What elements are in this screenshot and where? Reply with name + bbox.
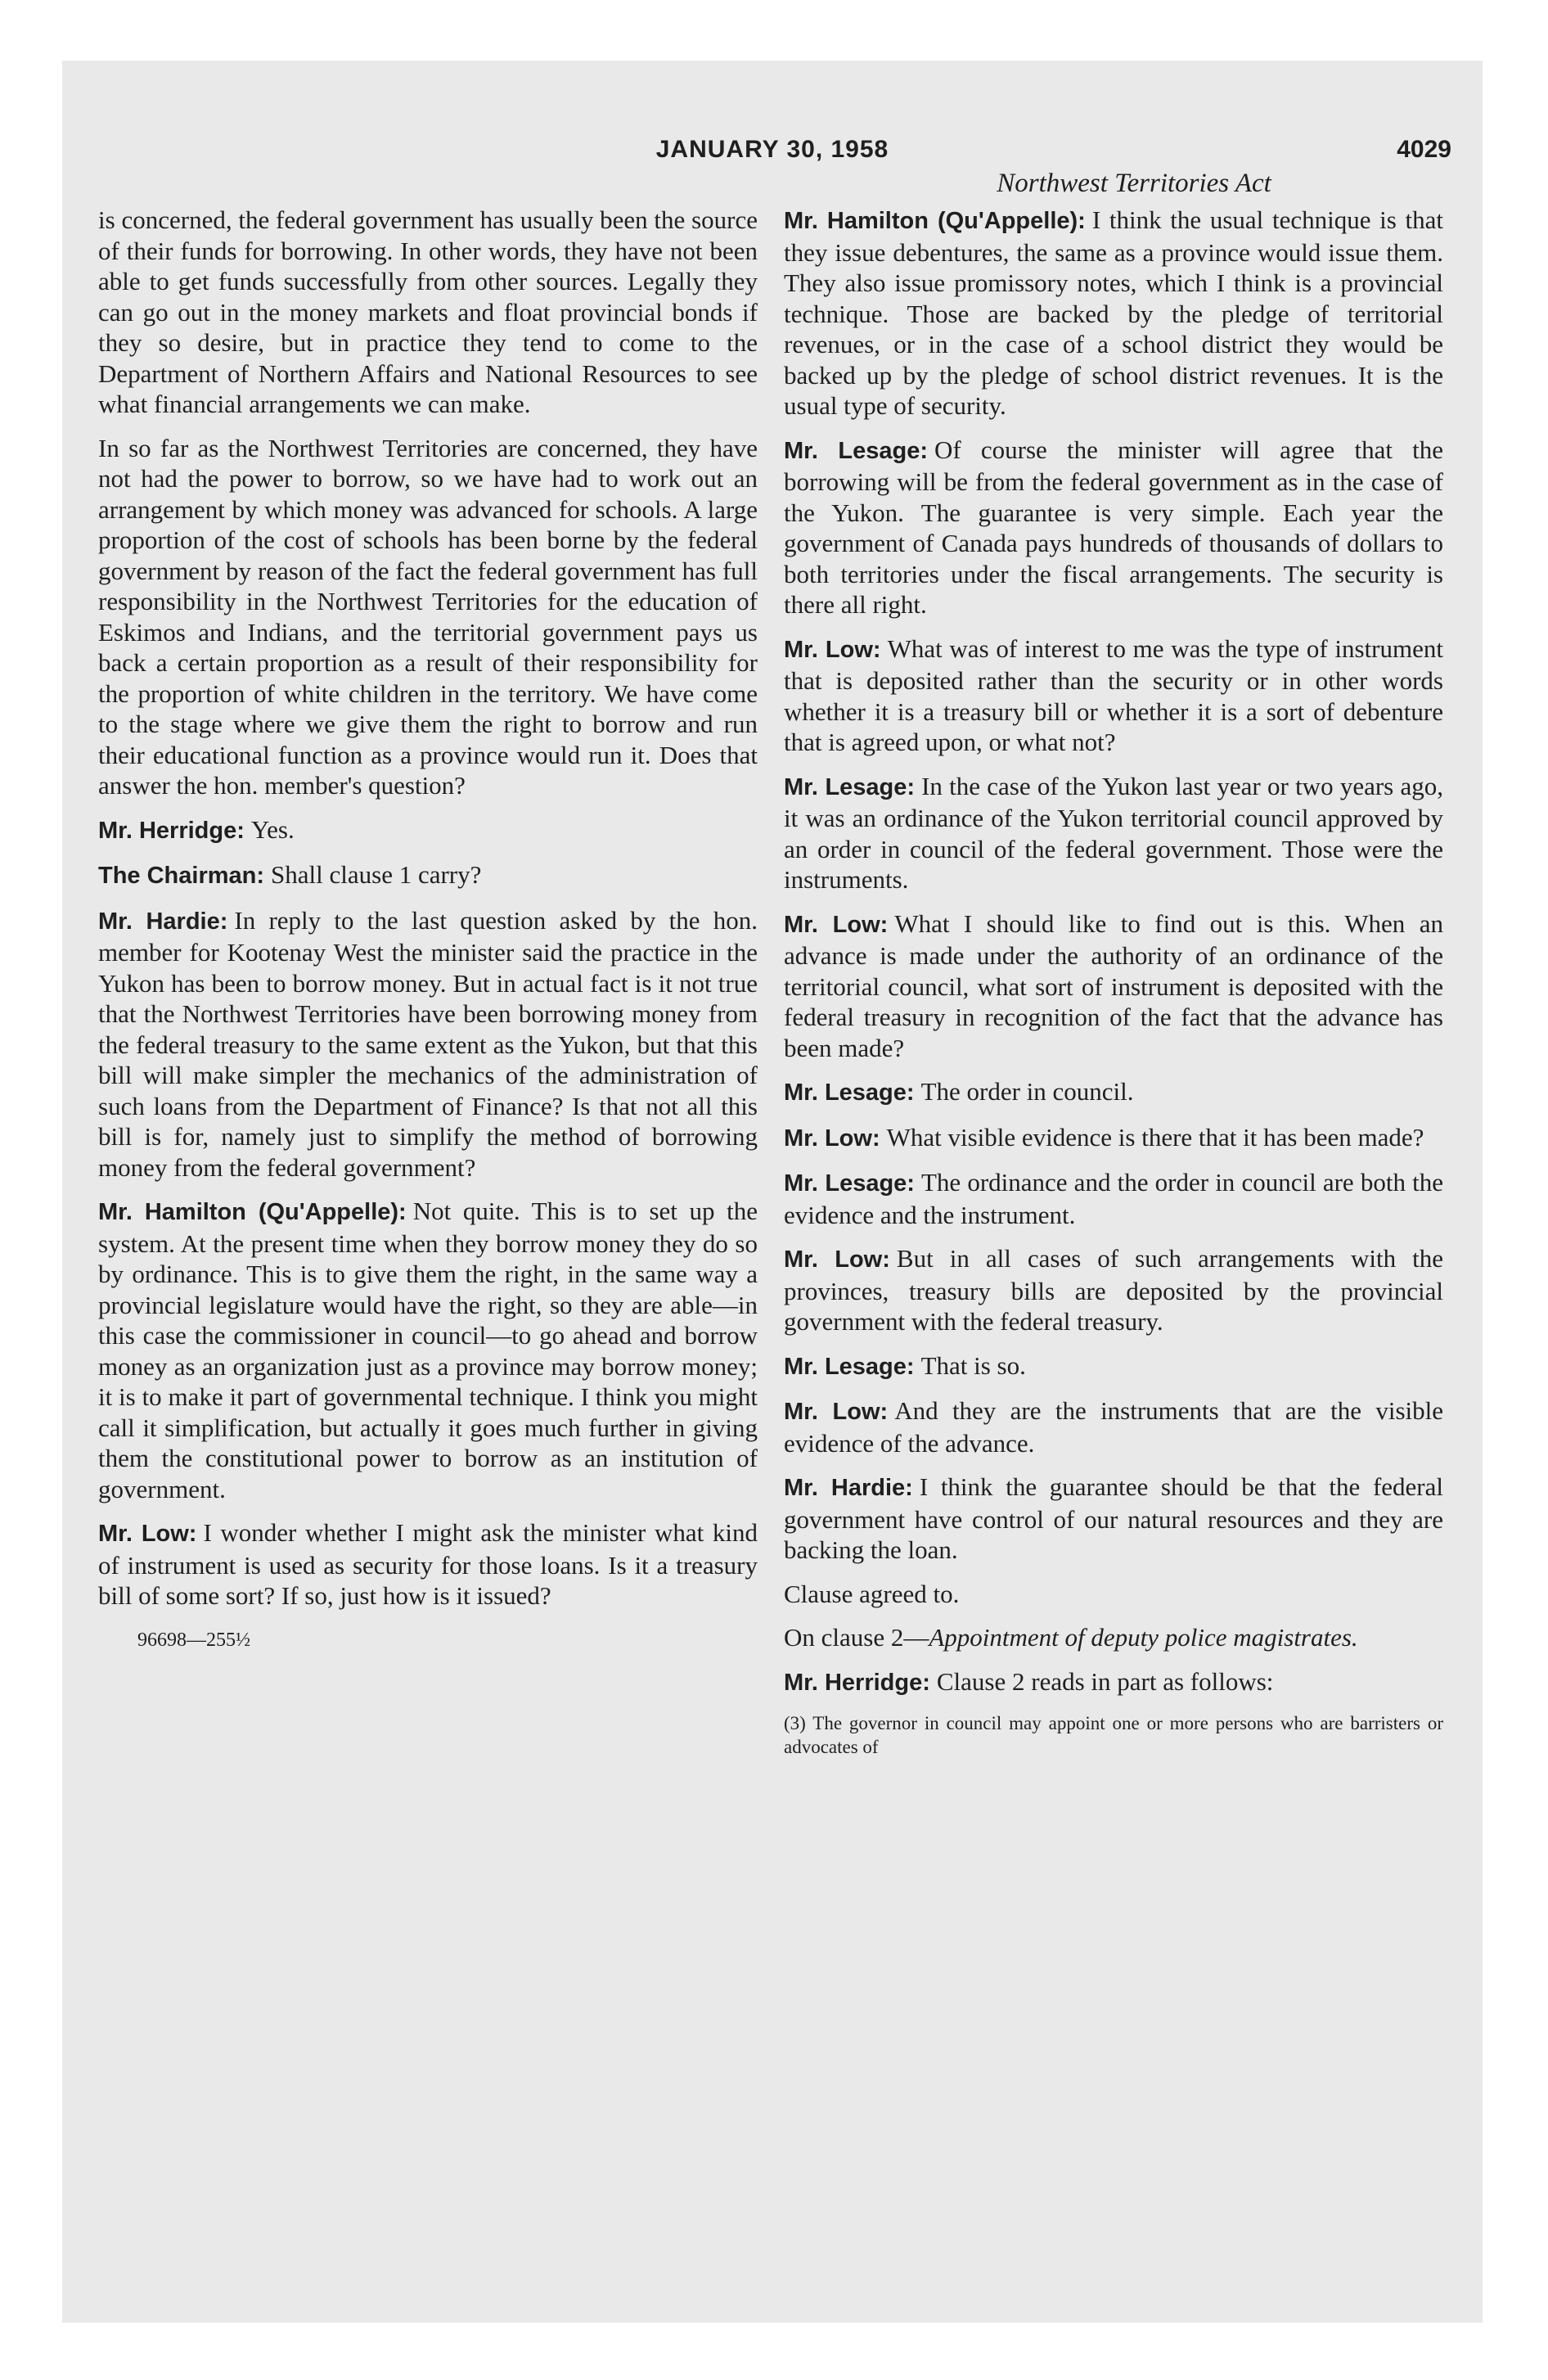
speaker-label: Mr. Low:: [784, 1125, 880, 1152]
paragraph-lesage-4: [784, 1167, 1443, 1230]
paragraph-lesage-3: [784, 1076, 1443, 1109]
speaker-label: Mr. Lesage:: [784, 773, 916, 800]
paragraph-low-2: [784, 908, 1443, 1064]
speech-text: Yes.: [250, 814, 295, 844]
clause-prefix: On clause 2—: [784, 1623, 929, 1652]
speaker-label: Mr. Hamilton (Qu'Appelle):: [98, 1199, 407, 1225]
speech-text: The ordinance and the order in council are both the evidence and the instrument.: [784, 1168, 1443, 1229]
speech-text: The order in council.: [920, 1077, 1134, 1106]
speech-text: Shall clause 1 carry?: [271, 860, 482, 889]
speech-text: But in all cases of such arrangements with the provinces, treasury bills are deposited by the provincial government with the federal treasury.: [784, 1244, 1443, 1336]
paragraph-lesage-5: [784, 1350, 1443, 1383]
speech-text: What I should like to find out is this. When an advance is made under the authority of an ordinance of the territorial council, what sort of instrument is deposited with the federal treasury in recognition of the fact that the advance has been made?: [784, 908, 1443, 1062]
speaker-label: Mr. Hardie:: [784, 1475, 913, 1501]
paragraph-low-4: [784, 1243, 1443, 1337]
paragraph-low-1: [784, 633, 1443, 758]
paragraph-lesage-1: [784, 435, 1443, 620]
right-column: [784, 205, 1443, 1759]
speech-text: I think the guarantee should be that the federal government have control of our natural resources and they are backing the loan.: [784, 1472, 1443, 1564]
paragraph-clause-2: [784, 1622, 1443, 1653]
speaker-label: Mr. Low:: [98, 1521, 197, 1547]
page-date-header: JANUARY 30, 1958: [655, 136, 889, 163]
speech-text: In reply to the last question asked by the hon. member for Kootenay West the minister said the practice in the Yukon has been to borrow money. But in actual fact is it not true that the Northwest Territories have been borrowing money from the federal treasury to the same extent as the Yukon, but that this bill will make simpler the mechanics of the administration of such loans from the Department of Finance? Is that not all this bill is for, namely just to simplify the method of borrowing money from the federal government?: [98, 905, 758, 1182]
paragraph-hamilton: [98, 1196, 758, 1504]
quoted-clause-text: (3) The governor in council may appoint one or more persons who are barristers or advocates of: [784, 1713, 1443, 1757]
page-header: [62, 136, 1483, 169]
paragraph-2: In so far as the Northwest Territories are concerned, they have not had the power to borrow, so we have had to work out an arrangement by which money was advanced for schools. A large proportion of the cost of schools has been borne by the federal government by reason of the fact the federal government has full responsibility in the Northwest Territories for the education of Eskimos and Indians, and the territorial government pays us back a certain proportion as a result of their responsibility for the proportion of white children in the territory. We have come to the stage where we give them the right to borrow and run their educational function as a province would run it. Does that answer the hon. member's question?: [98, 433, 758, 800]
paragraph-hamilton-answer: [784, 205, 1443, 421]
paragraph-low-5: [784, 1395, 1443, 1458]
speaker-label: Mr. Low:: [784, 911, 889, 938]
paragraph-herridge-2: [784, 1666, 1443, 1699]
paragraph-hardie-2: [784, 1472, 1443, 1566]
speaker-label: Mr. Herridge:: [98, 817, 245, 844]
speech-text: I wonder whether I might ask the minister what kind of instrument is used as security for those loans. Is it a treasury bill of some sort? If so, just how is it issued?: [98, 1518, 758, 1610]
document-page: [62, 61, 1483, 2323]
paragraph-lesage-2: [784, 771, 1443, 895]
speech-text: Of course the minister will agree that the borrowing will be from the federal government as in the case of the Yukon. The guarantee is very simple. Each year the government of Canada pays hundreds of thousands of dollars to both territories under the fiscal arrangements. The security is there all right.: [784, 435, 1443, 619]
paragraph-hardie: [98, 905, 758, 1183]
speaker-label: Mr. Herridge:: [784, 1669, 930, 1696]
speaker-label: Mr. Lesage:: [784, 1353, 915, 1380]
clause-title: Appointment of deputy police magistrates.: [929, 1623, 1358, 1652]
speaker-label: Mr. Hamilton (Qu'Appelle):: [784, 208, 1086, 234]
printer-code: 96698—255½: [137, 1629, 250, 1651]
speaker-label: Mr. Lesage:: [784, 437, 928, 464]
speech-text: In the case of the Yukon last year or two years ago, it was an ordinance of the Yukon territorial council approved by an order in council of the federal government. Those were the instruments.: [784, 771, 1443, 894]
left-column: [98, 205, 758, 1652]
speech-text: Not quite. This is to set up the system. At the present time when they borrow money they do so by ordinance. This is to give them the right, in the same way a provincial legislature would have the right, so they are able—in this case the commissioner in council—to go ahead and borrow money as an organization just as a province may borrow money; it is to make it part of governmental technique. I think you might call it simplification, but actually it goes much further in giving them the constitutional power to borrow as an institution of government.: [98, 1197, 758, 1503]
speech-text: That is so.: [920, 1350, 1026, 1380]
paragraph-1: is concerned, the federal government has usually been the source of their funds for borrowing. In other words, they have not been able to get funds successfully from other sources. Legally they can go out in the money markets and float provincial bonds if they so desire, but in practice they tend to come to the Department of Northern Affairs and National Resources to see what financial arrangements we can make.: [98, 205, 758, 418]
speech-text: I think the usual technique is that they issue debentures, the same as a province would issue them. They also issue promissory notes, which I think is a provincial technique. Those are backed by the pledge of territorial revenues, or in the case of a school district they would be backed up by the pledge of school district revenues. It is the usual type of security.: [784, 205, 1444, 420]
speech-text: Clause 2 reads in part as follows:: [936, 1666, 1274, 1696]
speaker-label: Mr. Low:: [784, 1246, 890, 1273]
paragraph-chairman: [98, 859, 758, 892]
page-number: 4029: [1397, 136, 1451, 163]
speaker-label: Mr. Hardie:: [98, 908, 228, 935]
speech-text: And they are the instruments that are the visible evidence of the advance.: [784, 1396, 1443, 1458]
paragraph-low-question: [98, 1517, 758, 1611]
speech-text: What visible evidence is there that it has been made?: [886, 1122, 1424, 1152]
speaker-label: Mr. Low:: [784, 636, 881, 663]
speaker-label: Mr. Low:: [784, 1399, 889, 1425]
paragraph-clause-agreed: Clause agreed to.: [784, 1579, 960, 1608]
paragraph-herridge-yes: [98, 814, 758, 847]
speech-text: What was of interest to me was the type of instrument that is deposited rather than the security or in other words whether it is a treasury bill or whether it is a sort of debenture that is agreed upon, or what not?: [784, 633, 1443, 756]
paragraph-low-3: [784, 1122, 1443, 1155]
speaker-label: Mr. Lesage:: [784, 1080, 915, 1106]
speaker-label: Mr. Lesage:: [784, 1170, 915, 1197]
section-subtitle: Northwest Territories Act: [997, 169, 1271, 198]
speaker-label: The Chairman:: [98, 863, 265, 889]
